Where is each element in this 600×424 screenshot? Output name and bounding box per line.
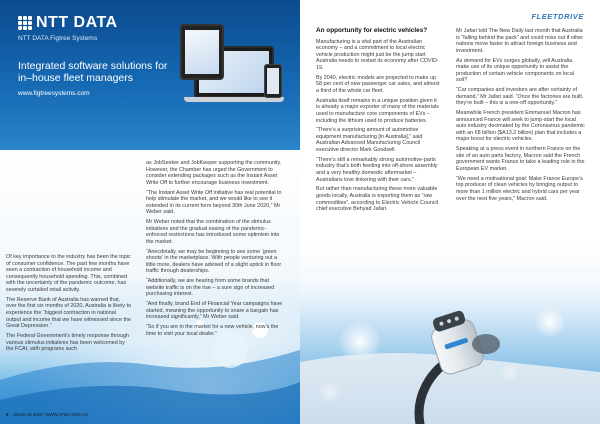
paragraph: But rather than manufacturing these more valuable goods locally, Australia is exporting them as “raw commodities”, according to Electric Vehicle Council chief executive Behyad Jafari. (316, 186, 438, 213)
paragraph: Meanwhile French president Emmanuel Macron has announced France will seek to jump-start the local auto industry decimated by the Coronavirus pandemic with an €8 billion ($A13.2 billion) plan that includes a major boost for electric vehicles. (456, 110, 585, 143)
paragraph: Mr Weber noted that the combination of the stimulus initiatives and the gradual easing of the pandemic-enforced restrictions has introduced some optimism into the market. (146, 219, 280, 245)
logo-mark-icon (18, 16, 32, 30)
ev-plug-image (300, 232, 600, 424)
paragraph: “Car companies and investors are after certainty of demand,” Mr Jafari said. “Once the factories are built, they’re built – this is a one-off opportunity.” (456, 87, 584, 107)
section-heading: An opportunity for electric vehicles? (316, 27, 428, 34)
devices-image (180, 24, 285, 119)
logo-subtitle: NTT DATA Figtree Systems (18, 35, 98, 42)
advert-title: Integrated software solutions for in–house fleet managers (18, 60, 168, 84)
paragraph: Of key importance to the industry has been the topic of consumer confidence. The past few months have seen a contraction of household income and consequently household spending. This, combined with the uncertainty of the pandemic outcome, has severely curtailed retail activity. (6, 254, 131, 293)
advert-banner (0, 0, 300, 150)
paragraph: By 2040, electric models are projected to make up 58 per cent of new passenger car sales, and almost a third of the whole car fleet. (316, 74, 440, 94)
ev-plug-illustration (300, 232, 600, 424)
paragraph: The Reserve Bank of Australia has warned that, over the first six months of 2020, Australia is likely to experience the “biggest contraction in national output and income that we have witnessed since the Great Depression.” (6, 296, 131, 330)
phone-icon (264, 64, 282, 98)
text-column-right-2 (456, 28, 586, 205)
paragraph: Speaking at a press event in northern France on the site of an auto parts factory, Macron said the French government wants France to take a leading role in the European EV market. (456, 146, 585, 173)
paragraph: “There’s a surprising amount of automotive equipment manufacturing [in Australia],” said Australian Advanced Manufacturing Council executive director Mark Goodsell. (316, 127, 423, 154)
paragraph: “There’s still a remarkably strong automotive-parts industry that’s both feeding into off-shore assembly and a very healthy domestic aftermarket – Australians love tinkering with their cars.” (316, 156, 438, 183)
paragraph: “So if you are in the market for a new vehicle, now’s the time to visit your local dealer.” (146, 324, 279, 337)
paragraph: “And finally, brand End of Financial Year campaigns have started, meaning the opportunity to snare a bargain has increased significantly,” Mr Weber said. (146, 301, 283, 321)
paragraph: as JobSeeker and JobKeeper supporting the community. However, the Chamber has urged the Government to consider extending packages such as the Instant Asset Write Off to further encourage business investment. (146, 160, 282, 186)
logo-text: NTT DATA (36, 14, 118, 31)
paragraph: Australia itself remains in a unique position given it is already a major exporter of many of the materials used to manufacture core components of EVs – including the lithium used to produce batteries. (316, 97, 439, 124)
text-column-left (6, 254, 131, 356)
tablet-icon (180, 24, 224, 80)
paragraph: Mr Jafari told The New Daily last month that Australia is “falling behind the pack” and could miss out if other nations move faster to attract foreign business and investment. (456, 28, 584, 54)
paragraph: “Additionally, we are hearing from some brands that website traffic is on the rise – a sure sign of increased purchasing interest. (146, 278, 275, 298)
text-column-right-1 (316, 28, 440, 216)
paragraph: “We need a motivational goal: Make France Europe’s top producer of clean vehicles by bringing output to more than 1 million electric and hybrid cars per year over the next five years,” Macron said. (456, 175, 583, 202)
publication-tag: FLEETDRIVE (531, 12, 584, 21)
text-column-middle (146, 160, 286, 341)
paragraph: The Federal Government’s timely response through various stimulus initiatives has been welcomed by the FCAI, with programs such (6, 332, 130, 353)
ntt-data-logo (18, 14, 118, 32)
advert-url: www.figtreesystems.com (18, 90, 90, 97)
paragraph: “Anecdotally, we may be beginning to see some ‘green shoots’ in the marketplace. With people venturing out a little more, dealers have advised of a slight uptick in floor traffic through dealerships. (146, 248, 282, 275)
paragraph: As demand for EVs surges globally, will Australia make use of its unique opportunity to assist the production of certain vehicle components on local soil? (456, 57, 575, 84)
paragraph: “The Instant Asset Write Off initiative has real potential to help stimulate the market, and we would like to see it extended in its current form beyond 30th June 2020,” Mr Weber said. (146, 189, 282, 216)
issue-info: ISSUE 33 2020 / WWW.AFMA.ORG.AU (13, 412, 88, 417)
page-footer (6, 412, 88, 417)
paragraph: Manufacturing is a vital part of the Australian economy – and a commitment to local electric vehicle production might just be the jump start Australia needs to restart its economy after COVID-19. (316, 38, 439, 71)
page-number: 6 (6, 412, 9, 417)
